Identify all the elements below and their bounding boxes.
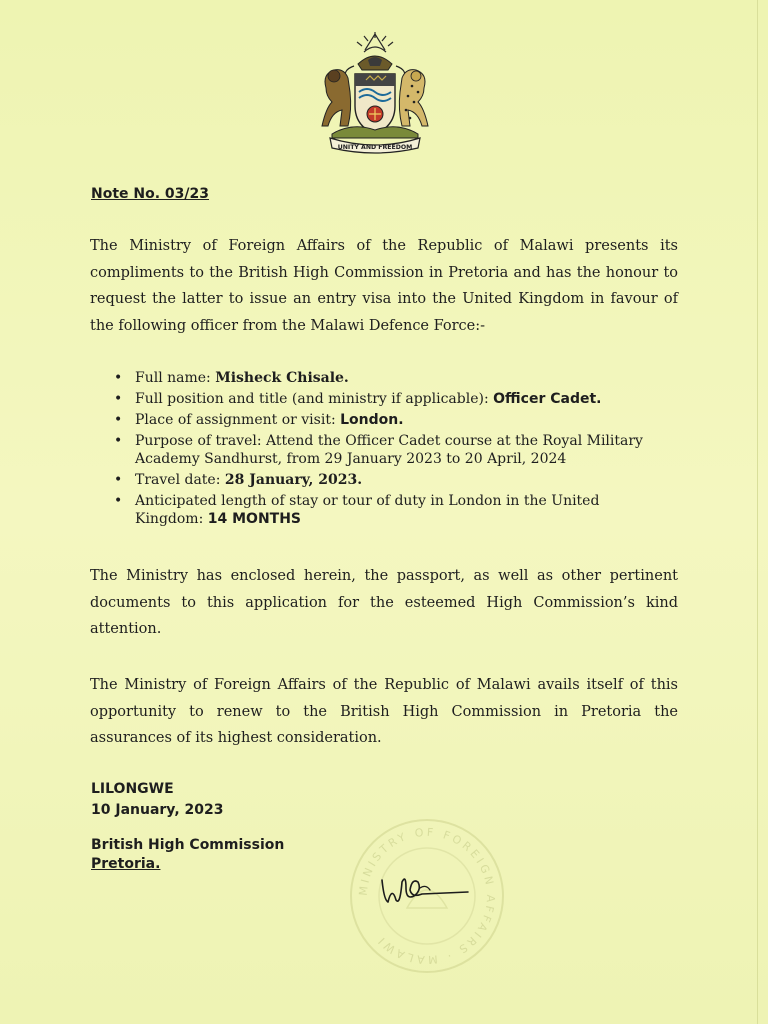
full-name-label: Full name: — [135, 370, 216, 386]
recipient-line-1: British High Commission — [91, 837, 285, 853]
bullet-icon: • — [114, 472, 123, 488]
place-label: Place of assignment or visit: — [135, 412, 341, 428]
bullet-icon: • — [114, 370, 123, 386]
place-value: London. — [340, 412, 404, 428]
list-item — [112, 411, 662, 429]
list-item — [112, 471, 662, 489]
stay-label: Anticipated length of stay or tour of duty in London in the United Kingdom: — [135, 493, 600, 527]
travel-date-label: Travel date: — [135, 472, 225, 488]
bullet-icon: • — [114, 493, 123, 509]
list-item — [112, 432, 662, 468]
seal-text: MINISTRY OF FOREIGN AFFAIRS · MALAWI — [356, 825, 498, 967]
bullet-icon: • — [114, 433, 123, 449]
position-label: Full position and title (and ministry if applicable): — [135, 391, 494, 407]
list-item — [112, 369, 662, 387]
position-value: Officer Cadet. — [493, 391, 602, 407]
intro-paragraph: The Ministry of Foreign Affairs of the Republic of Malawi presents its compliments to the British High Commission in Pretoria and has the honour to request the latter to issue an entry visa into the United Kingdom in favour of the following officer from the Malawi Defence Force:- — [90, 238, 678, 334]
stay-value: 14 MONTHS — [207, 511, 302, 527]
officer-details-list — [112, 369, 662, 531]
malawi-coat-of-arms-icon — [312, 30, 438, 156]
place-and-date — [91, 779, 224, 821]
bullet-icon: • — [114, 391, 123, 407]
list-item — [112, 492, 662, 528]
place-line: LILONGWE — [91, 781, 174, 797]
full-name-value: Misheck Chisale. — [215, 370, 349, 386]
travel-date-value: 28 January, 2023. — [224, 472, 363, 488]
enclosure-paragraph: The Ministry has enclosed herein, the passport, as well as other pertinent documents to this application for the esteemed High Commission’s kind attention. — [90, 568, 678, 637]
recipient-address — [91, 836, 284, 874]
closing-paragraph: The Ministry of Foreign Affairs of the Republic of Malawi avails itself of this opportunity to renew to the British High Commission in Pretoria the assurances of its highest consideration. — [90, 677, 678, 746]
date-line: 10 January, 2023 — [91, 802, 224, 818]
note-number: Note No. 03/23 — [91, 186, 210, 202]
list-item — [112, 390, 662, 408]
purpose-text: Purpose of travel: Attend the Officer Cadet course at the Royal Military Academy Sandhurst, from 29 January 2023 to 20 April, 2024 — [135, 433, 643, 467]
page-edge — [757, 0, 758, 1024]
bullet-icon: • — [114, 412, 123, 428]
handwritten-signature — [376, 866, 472, 912]
recipient-line-2: Pretoria. — [91, 856, 161, 872]
crest-motto: UNITY AND FREEDOM — [337, 144, 413, 151]
